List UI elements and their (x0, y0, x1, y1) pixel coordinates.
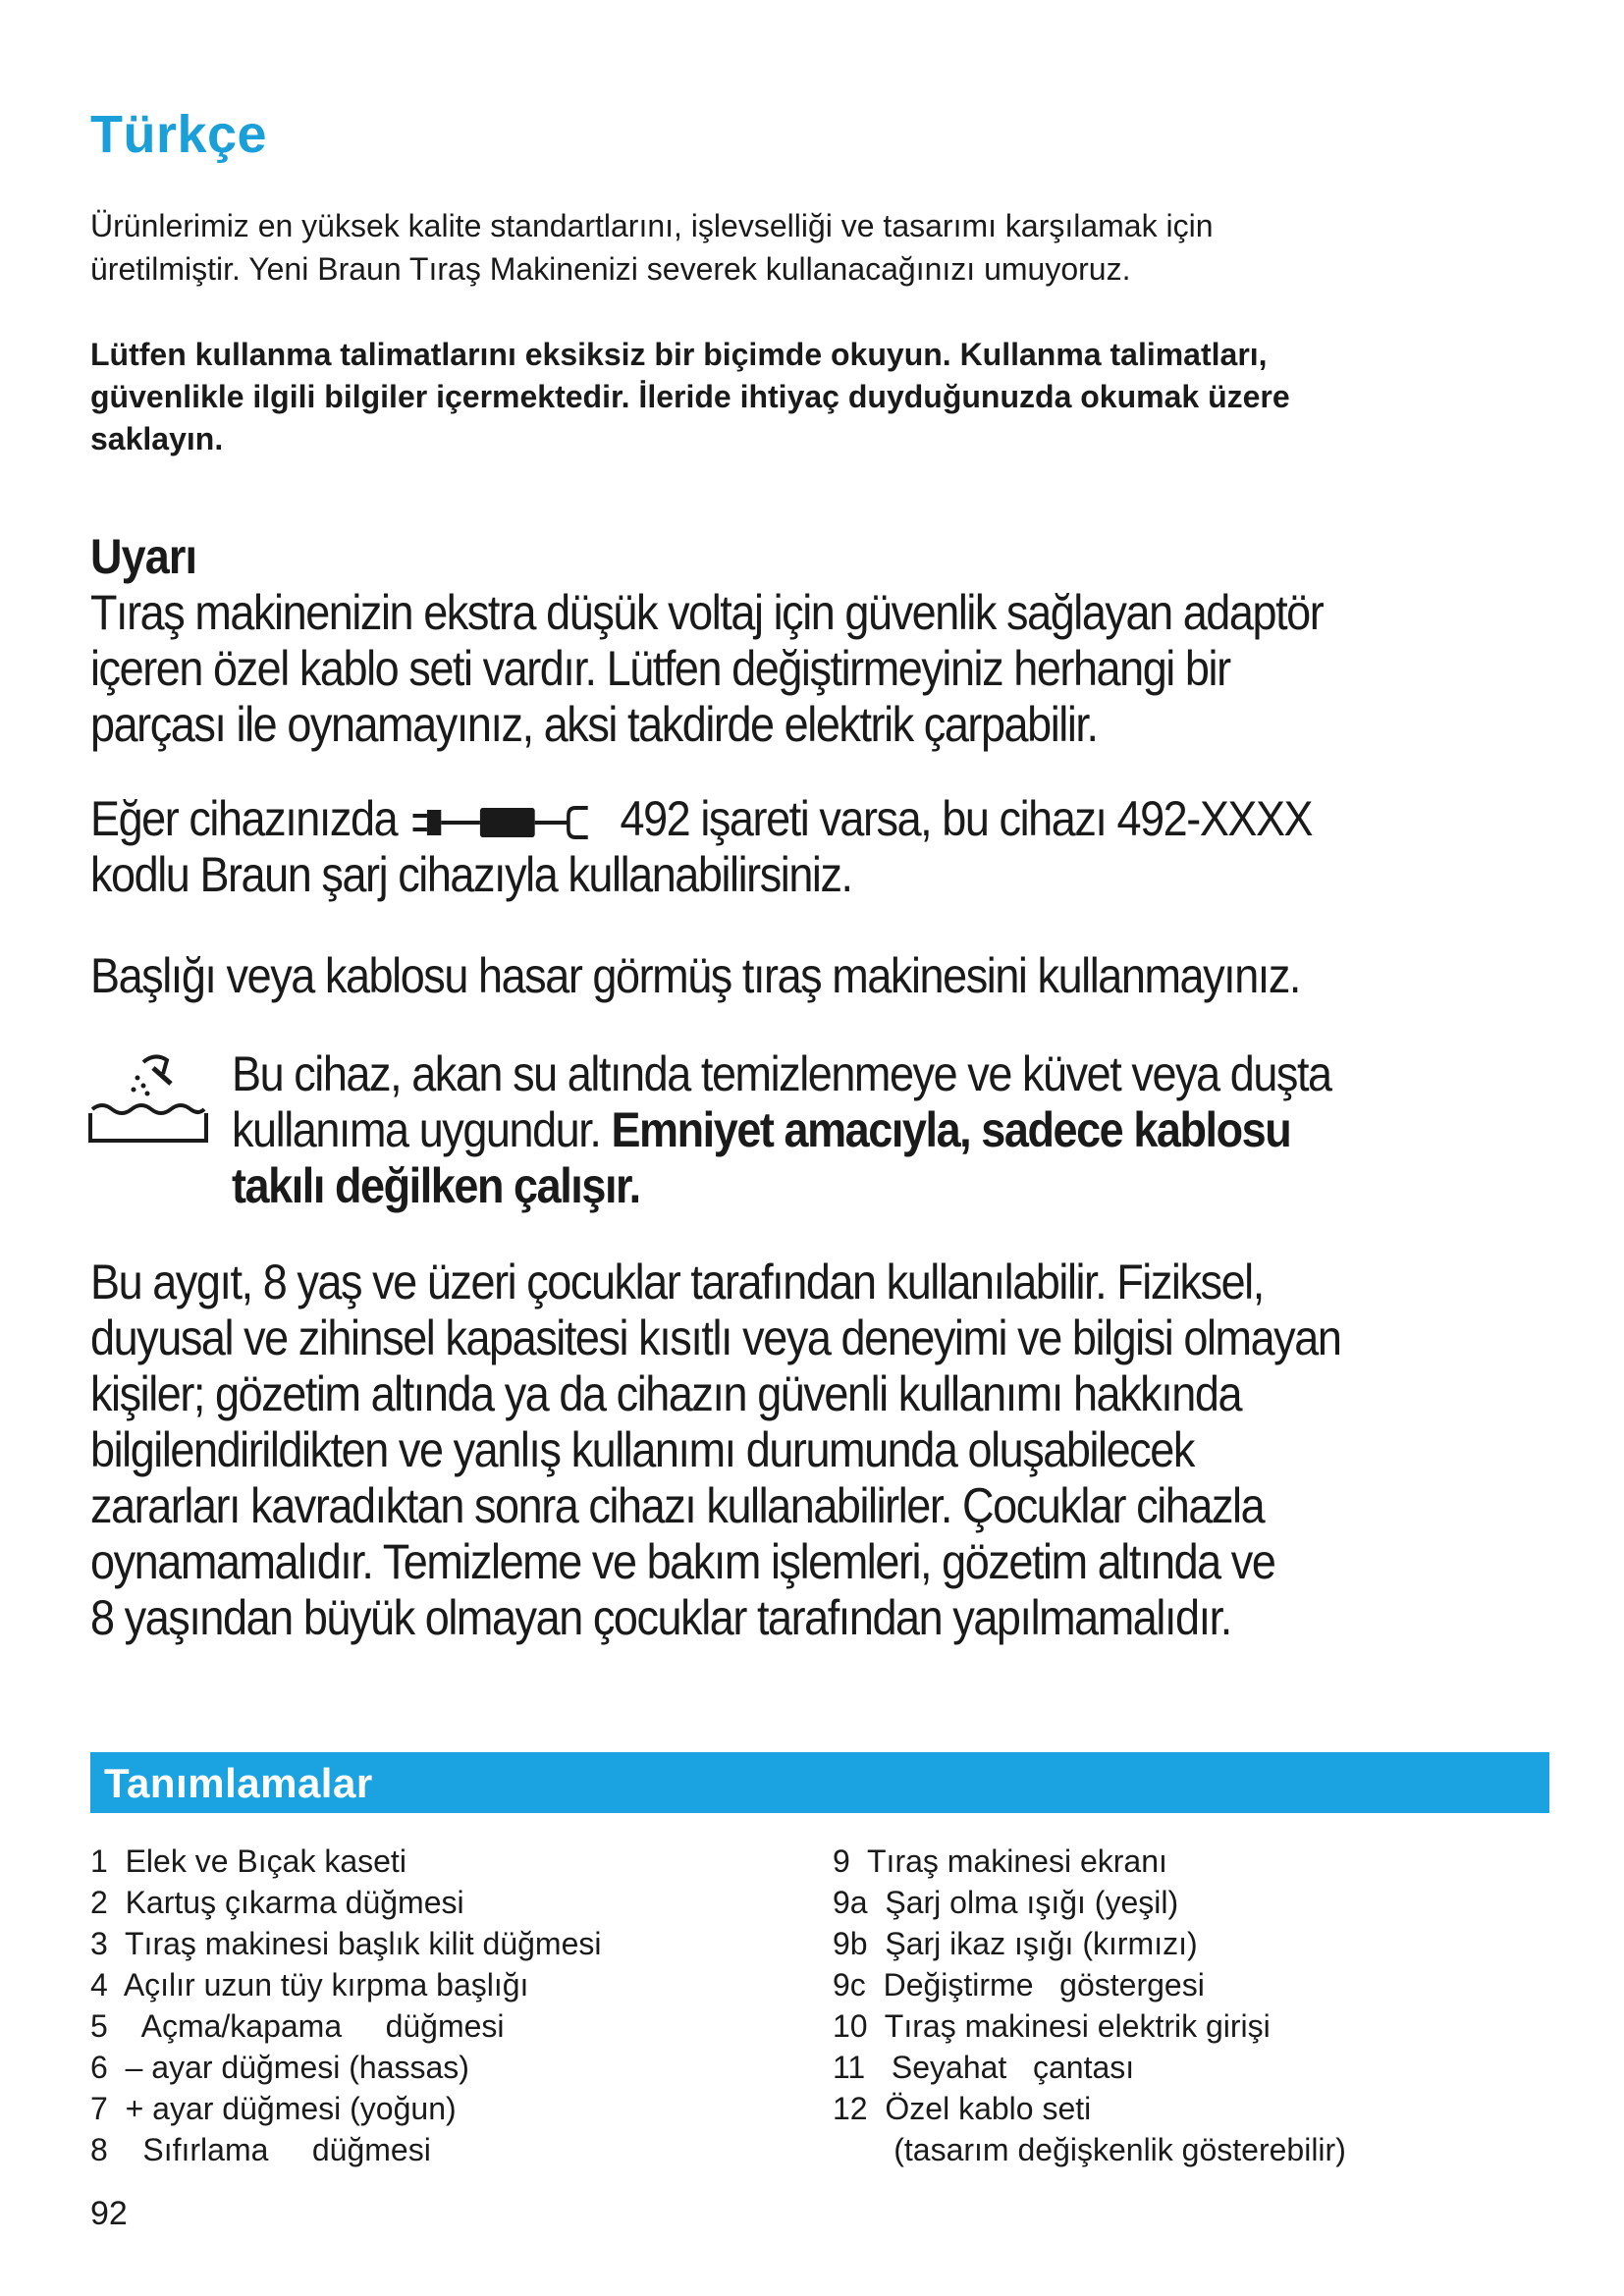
children-warning-line: oynamamalıdır. Temizleme ve bakım işlemleri, gözetim altında ve (90, 1534, 1275, 1589)
notice-line: güvenlikle ilgili bilgiler içermektedir. İleride ihtiyaç duyduğunuzda okumak üzere (90, 379, 1290, 414)
part-item: 12 Özel kablo seti (833, 2091, 1092, 2126)
intro-line: Ürünlerimiz en yüksek kalite standartlarını, işlevselliği ve tasarımı karşılamak için (90, 208, 1214, 243)
intro-paragraph (90, 204, 1563, 291)
part-item: 7 + ayar düğmesi (yoğun) (90, 2091, 457, 2126)
warning-line: içeren özel kablo seti vardır. Lütfen değiştirmeyiniz herhangi bir (90, 641, 1230, 696)
cable-set-warning (90, 585, 1323, 753)
warning-line: parçası ile oynamayınız, aksi takdirde elektrik çarpabilir. (90, 697, 1098, 752)
notice-line: saklayın. (90, 421, 224, 456)
charger-compatibility-note (90, 791, 1312, 903)
charger-note-text: 492 işareti varsa, bu cihazı 492-XXXX (620, 791, 1313, 846)
descriptions-section-bar (90, 1752, 1549, 1813)
part-item: 10 Tıraş makinesi elektrik girişi (833, 2008, 1271, 2044)
waterproof-line: kullanıma uygundur. (232, 1102, 601, 1157)
part-item: 9 Tıraş makinesi ekranı (833, 1843, 1167, 1879)
warning-line: Tıraş makinenizin ekstra düşük voltaj için güvenlik sağlayan adaptör (90, 585, 1324, 640)
children-warning-line: kişiler; gözetim altında ya da cihazın güvenli kullanımı hakkında (90, 1366, 1242, 1421)
warning-heading: Uyarı (90, 529, 197, 584)
parts-list-left (90, 1841, 601, 2170)
part-item: 11 Seyahat çantası (833, 2050, 1135, 2085)
part-item: 6 – ayar düğmesi (hassas) (90, 2050, 469, 2085)
part-item: 5 Açma/kapama düğmesi (90, 2008, 505, 2044)
safety-emphasis: Emniyet amacıyla, sadece kablosu (611, 1102, 1291, 1157)
intro-line: üretilmiştir. Yeni Braun Tıraş Makinenizi severek kullanacağınızı umuyoruz. (90, 251, 1131, 287)
page-number: 92 (90, 2195, 128, 2232)
waterproof-note (232, 1046, 1331, 1214)
part-item: 2 Kartuş çıkarma düğmesi (90, 1885, 464, 1920)
notice-line: Lütfen kullanma talimatlarını eksiksiz bir biçimde okuyun. Kullanma talimatları, (90, 337, 1268, 372)
charger-note-text: kodlu Braun şarj cihazıyla kullanabilirsiniz. (90, 847, 852, 902)
charger-note-text: Eğer cihazınızda (90, 791, 398, 846)
waterproof-line: Bu cihaz, akan su altında temizlenmeye ve küvet veya duşta (232, 1046, 1331, 1101)
safety-emphasis: takılı değilken çalışır. (232, 1158, 640, 1213)
damaged-cable-warning (90, 948, 1300, 1004)
read-instructions-notice (90, 334, 1563, 460)
children-warning-line: bilgilendirildikten ve yanlış kullanımı durumunda oluşabilecek (90, 1422, 1194, 1477)
part-item: 1 Elek ve Bıçak kaseti (90, 1843, 406, 1879)
shower-bath-icon (86, 1052, 210, 1147)
part-item: 9c Değiştirme göstergesi (833, 1967, 1205, 2002)
children-warning-line: Bu aygıt, 8 yaş ve üzeri çocuklar tarafından kullanılabilir. Fiziksel, (90, 1255, 1264, 1309)
language-heading: Türkçe (90, 105, 268, 164)
children-warning-line: 8 yaşından büyük olmayan çocuklar tarafından yapılmamalıdır. (90, 1590, 1231, 1645)
part-item: 9a Şarj olma ışığı (yeşil) (833, 1885, 1179, 1920)
parts-list-right (833, 1841, 1346, 2170)
part-item: (tasarım değişkenlik gösterebilir) (833, 2132, 1346, 2167)
part-item: 9b Şarj ikaz ışığı (kırmızı) (833, 1926, 1198, 1961)
children-warning-line: zararları kavradıktan sonra cihazı kullanabilirler. Çocuklar cihazla (90, 1478, 1265, 1533)
descriptions-title: Tanımlamalar (104, 1760, 373, 1806)
part-item: 8 Sıfırlama düğmesi (90, 2132, 431, 2167)
children-warning-line: duyusal ve zihinsel kapasitesi kısıtlı veya deneyimi ve bilgisi olmayan (90, 1310, 1341, 1365)
children-usage-warning (90, 1255, 1340, 1646)
part-item: 3 Tıraş makinesi başlık kilit düğmesi (90, 1926, 602, 1961)
charger-plug-icon (411, 798, 606, 847)
damaged-warning-text: Başlığı veya kablosu hasar görmüş tıraş makinesini kullanmayınız. (90, 948, 1301, 1003)
part-item: 4 Açılır uzun tüy kırpma başlığı (90, 1967, 529, 2002)
